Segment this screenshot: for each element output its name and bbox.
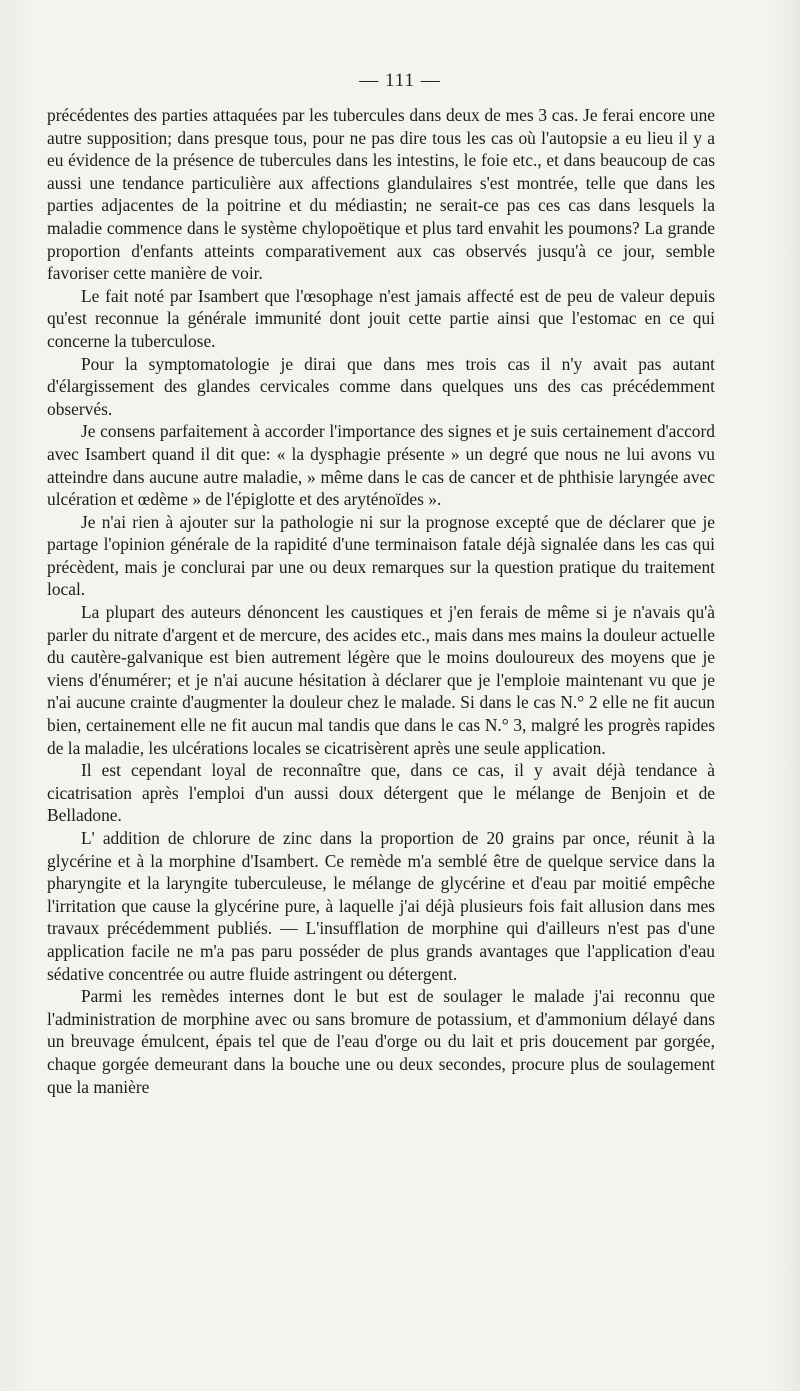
- paragraph-7: Il est cependant loyal de reconnaître que, dans ce cas, il y avait déjà tendance à cicatrisation après l'emploi d'un aussi doux détergent que le mélange de Benjoin et de Belladone.: [47, 760, 715, 826]
- paragraph-9: Parmi les remèdes internes dont le but est de soulager le malade j'ai reconnu que l'administration de morphine avec ou sans bromure de potassium, et d'ammonium délayé dans un breuvage émulcent, épais tel que de l'eau d'orge ou du lait et pris doucement par gorgée, chaque gorgée demeurant dans la bouche une ou deux secondes, procure plus de soulagement que la manière: [47, 986, 715, 1097]
- paragraph-6: La plupart des auteurs dénoncent les caustiques et j'en ferais de même si je n'avais qu'à parler du nitrate d'argent et de mercure, des acides etc., mais dans mes mains la douleur actuelle du cautère-galvanique est bien autrement légère que le moins douloureux des moyens que je viens d'énumérer; et je n'ai aucune hésitation à déclarer que je l'emploie maintenant vu que je n'ai aucune crainte d'augmenter la douleur chez le malade. Si dans le cas N.° 2 elle ne fit aucun bien, certainement elle ne fit aucun mal tandis que dans le cas N.° 3, malgré les progrès rapides de la maladie, les ulcérations locales se cicatrisèrent après une seule application.: [47, 602, 715, 758]
- paragraph-2: Le fait noté par Isambert que l'œsophage n'est jamais affecté est de peu de valeur depuis qu'est reconnue la générale immunité dont jouit cette partie ainsi que l'estomac en ce qui concerne la tuberculose.: [47, 285, 715, 351]
- paragraph-1: précédentes des parties attaquées par les tubercules dans deux de mes 3 cas. Je ferai encore une autre supposition; dans presque tous, pour ne pas dire tous les cas où l'autopsie a eu lieu il y a eu évidence de la présence de tubercules dans les intestins, le foie etc., et dans beaucoup de cas aussi une tendance particulière aux affections glandulaires s'est montrée, telle que dans les parties adjacentes de la poitrine et du médiastin; ne serait-ce pas ces cas dans lesquels la maladie commence dans le système chylopoëtique et plus tard envahit les poumons? La grande proportion d'enfants atteints comparativement aux cas observés jusqu'à ce jour, semble favoriser cette manière de voir.: [47, 105, 715, 284]
- body-text: [47, 104, 715, 1098]
- paragraph-5: Je n'ai rien à ajouter sur la pathologie ni sur la prognose excepté que de déclarer que je partage l'opinion générale de la rapidité d'une terminaison fatale déjà signalée dans les cas qui précèdent, mais je conclurai par une ou deux remarques sur la question pratique du traitement local.: [47, 511, 715, 600]
- page-number: — 111 —: [359, 70, 441, 91]
- paragraph-3: Pour la symptomatologie je dirai que dans mes trois cas il n'y avait pas autant d'élargissement des glandes cervicales comme dans quelques uns des cas précédemment observés.: [47, 353, 715, 419]
- paragraph-8: L' addition de chlorure de zinc dans la proportion de 20 grains par once, réunit à la glycérine et à la morphine d'Isambert. Ce remède m'a semblé être de quelque service dans la pharyngite et la laryngite tuberculeuse, le mélange de glycérine et d'eau par moitié empêche l'irritation que cause la glycérine pure, à laquelle j'ai déjà plusieurs fois fait allusion dans mes travaux précédemment publiés. — L'insufflation de morphine qui d'ailleurs n'est pas d'une application facile ne m'a pas paru posséder de plus grands avantages que l'application d'eau sédative concentrée ou autre fluide astringent ou détergent.: [47, 828, 715, 984]
- paragraph-4: Je consens parfaitement à accorder l'importance des signes et je suis certainement d'accord avec Isambert quand il dit que: « la dysphagie présente » un degré que nous ne lui avons vu atteindre dans aucune autre maladie, » même dans le cas de cancer et de phthisie laryngée avec ulcération et œdème » de l'épiglotte et des aryténoïdes ».: [47, 421, 715, 510]
